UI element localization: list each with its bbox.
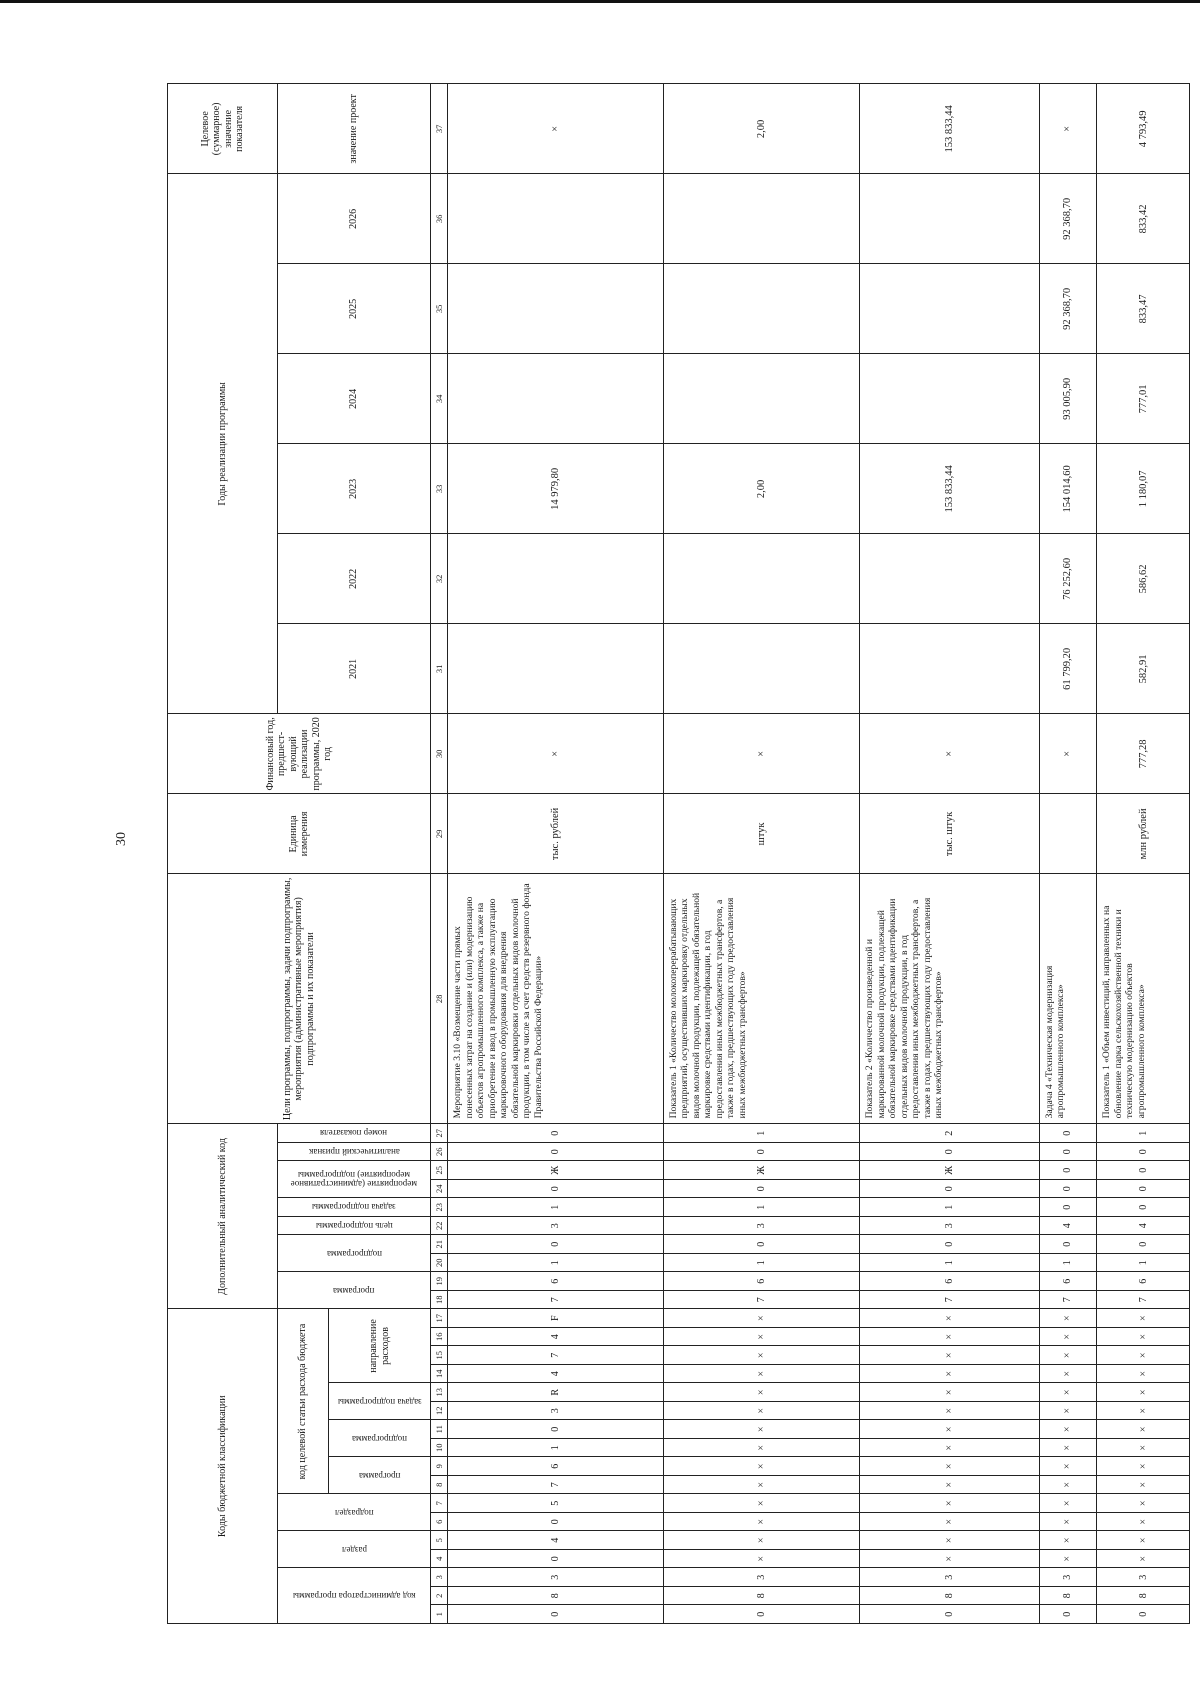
code-cell: 4 (1097, 1216, 1190, 1235)
code-cell: × (1097, 1402, 1190, 1421)
code-cell: 0 (448, 1142, 664, 1161)
row-year-value (663, 354, 860, 444)
table-row (860, 84, 1039, 1624)
column-number: 22 (431, 1216, 448, 1235)
row-year-value (860, 354, 1039, 444)
row-base-year: × (1039, 714, 1097, 794)
code-cell: 0 (860, 1179, 1039, 1198)
column-number: 13 (431, 1383, 448, 1402)
code-cell: × (1039, 1402, 1097, 1421)
code-cell: 6 (1097, 1272, 1190, 1291)
code-cell: × (663, 1383, 860, 1402)
code-cell: 3 (448, 1216, 664, 1235)
code-cell: × (663, 1513, 860, 1532)
column-number: 29 (431, 794, 448, 874)
code-cell: 0 (448, 1235, 664, 1254)
code-cell: 3 (448, 1568, 664, 1587)
header-an-subprogram: подпрограмма (278, 1235, 431, 1272)
row-year-value: 154 014,60 (1039, 444, 1097, 534)
code-cell: 3 (1039, 1568, 1097, 1587)
code-cell: 0 (663, 1605, 860, 1624)
row-year-value: 14 979,80 (448, 444, 664, 534)
row-base-year: 777,28 (1097, 714, 1190, 794)
row-year-value (860, 624, 1039, 714)
code-cell: 0 (448, 1605, 664, 1624)
column-number: 37 (431, 84, 448, 174)
code-cell: × (1097, 1420, 1190, 1439)
code-cell: × (860, 1457, 1039, 1476)
code-cell: 8 (1039, 1587, 1097, 1606)
code-cell: × (860, 1550, 1039, 1569)
row-year-value (663, 264, 860, 354)
code-cell: 1 (448, 1439, 664, 1458)
row-description: Задача 4 «Техническая модернизация агропромышленного комплекса» (1039, 874, 1097, 1124)
code-cell: × (663, 1420, 860, 1439)
row-base-year: × (448, 714, 664, 794)
code-cell: × (1097, 1476, 1190, 1495)
row-year-value (663, 534, 860, 624)
row-year-value: 833,42 (1097, 174, 1190, 264)
code-cell: × (663, 1439, 860, 1458)
column-number: 36 (431, 174, 448, 264)
header-subprogram: подпрограмма (329, 1420, 431, 1457)
code-cell: 0 (1039, 1235, 1097, 1254)
code-cell: 3 (860, 1216, 1039, 1235)
code-cell: 0 (1039, 1124, 1097, 1143)
table-row (1039, 84, 1097, 1624)
code-cell: × (663, 1531, 860, 1550)
row-year-value (448, 354, 664, 444)
header-target-code: код целевой статьи расхода бюджета (278, 1309, 329, 1494)
code-cell: × (860, 1494, 1039, 1513)
header-years-title: Годы реализации программы (168, 174, 278, 714)
code-cell: 3 (1097, 1568, 1190, 1587)
code-cell: 0 (1039, 1179, 1097, 1198)
code-cell: × (663, 1365, 860, 1384)
header-year-2021: 2021 (278, 624, 431, 714)
code-cell: 7 (448, 1346, 664, 1365)
code-cell: × (860, 1346, 1039, 1365)
code-cell: × (1039, 1439, 1097, 1458)
column-number: 26 (431, 1142, 448, 1161)
code-cell: 0 (1039, 1198, 1097, 1217)
row-year-value (448, 264, 664, 354)
column-number: 9 (431, 1457, 448, 1476)
header-an-event: мероприятие (административное мероприятие) подпрограммы (278, 1161, 431, 1198)
code-cell: × (1039, 1513, 1097, 1532)
code-cell: 0 (1097, 1198, 1190, 1217)
code-cell: × (1097, 1513, 1190, 1532)
code-cell: 0 (1039, 1605, 1097, 1624)
code-cell: 3 (448, 1402, 664, 1421)
row-unit (1039, 794, 1097, 874)
header-section: раздел (278, 1531, 431, 1568)
row-year-value: 1 180,07 (1097, 444, 1190, 534)
code-cell: F (448, 1309, 664, 1328)
column-number: 25 (431, 1161, 448, 1180)
code-cell: × (1097, 1439, 1190, 1458)
row-unit: тыс. рублей (448, 794, 664, 874)
code-cell: 7 (448, 1476, 664, 1495)
row-year-value: 586,62 (1097, 534, 1190, 624)
code-cell: Ж (663, 1161, 860, 1180)
code-cell: 7 (860, 1290, 1039, 1309)
code-cell: 3 (663, 1568, 860, 1587)
code-cell: 1 (663, 1198, 860, 1217)
column-number: 28 (431, 874, 448, 1124)
row-year-value (860, 264, 1039, 354)
code-cell: × (860, 1420, 1039, 1439)
code-cell: × (1039, 1531, 1097, 1550)
code-cell: 1 (448, 1198, 664, 1217)
code-cell: 5 (448, 1494, 664, 1513)
row-year-value (448, 624, 664, 714)
header-subsection: подраздел (278, 1494, 431, 1531)
code-cell: × (860, 1476, 1039, 1495)
code-cell: × (663, 1476, 860, 1495)
row-year-value: 582,91 (1097, 624, 1190, 714)
code-cell: 4 (1039, 1216, 1097, 1235)
code-cell: 1 (860, 1253, 1039, 1272)
code-cell: 0 (448, 1124, 664, 1143)
code-cell: 6 (1039, 1272, 1097, 1291)
row-base-year: × (663, 714, 860, 794)
header-target-sub: значение проект (278, 84, 431, 174)
code-cell: 3 (860, 1568, 1039, 1587)
header-year-2026: 2026 (278, 174, 431, 264)
header-admin-code: код администратора программы (278, 1568, 431, 1624)
header-year-2023: 2023 (278, 444, 431, 534)
code-cell: 7 (1097, 1290, 1190, 1309)
top-border-line (0, 0, 1200, 3)
column-number: 23 (431, 1198, 448, 1217)
code-cell: × (860, 1439, 1039, 1458)
row-target: 153 833,44 (860, 84, 1039, 174)
code-cell: × (860, 1365, 1039, 1384)
row-year-value (448, 534, 664, 624)
header-an-goal: цель подпрограммы (278, 1216, 431, 1235)
code-cell: × (663, 1494, 860, 1513)
header-budget-codes: Коды бюджетной классификации (168, 1309, 278, 1624)
code-cell: 8 (448, 1587, 664, 1606)
column-number: 5 (431, 1531, 448, 1550)
code-cell: 1 (663, 1253, 860, 1272)
budget-table-sheet (167, 94, 1172, 1624)
code-cell: 1 (860, 1198, 1039, 1217)
header-unit: Единица измерения (168, 794, 431, 874)
row-year-value: 61 799,20 (1039, 624, 1097, 714)
code-cell: 8 (663, 1587, 860, 1606)
code-cell: 4 (448, 1365, 664, 1384)
code-cell: 0 (663, 1179, 860, 1198)
code-cell: 4 (448, 1531, 664, 1550)
row-description: Показатель 2 «Количество произведенной и маркированной молочной продукции, подлежащей обязательной маркировке средствами идентификации отдельных видов молочной продукции, в год предоставления иных межбюджетных трансфертов, а также в годах, предшествующих году предоставления иных межбюджетных трансфертов» (860, 874, 1039, 1124)
column-number: 4 (431, 1550, 448, 1569)
column-number: 14 (431, 1365, 448, 1384)
code-cell: × (1097, 1457, 1190, 1476)
column-number-row (431, 84, 448, 1624)
row-year-value: 777,01 (1097, 354, 1190, 444)
code-cell: 0 (1097, 1235, 1190, 1254)
code-cell: 6 (448, 1272, 664, 1291)
code-cell: × (1039, 1476, 1097, 1495)
code-cell: × (663, 1402, 860, 1421)
code-cell: × (663, 1346, 860, 1365)
code-cell: × (1097, 1383, 1190, 1402)
code-cell: × (1097, 1365, 1190, 1384)
table-row (1097, 84, 1190, 1624)
table-row (663, 84, 860, 1624)
code-cell: × (663, 1457, 860, 1476)
code-cell: × (860, 1309, 1039, 1328)
row-year-value (860, 174, 1039, 264)
code-cell: Ж (860, 1161, 1039, 1180)
header-goals: Цели программы, подпрограммы, задачи подпрограммы, мероприятия (административные мероприятия) подпрограммы и их показатели (168, 874, 431, 1124)
code-cell: 0 (448, 1550, 664, 1569)
header-an-program: программа (278, 1272, 431, 1309)
code-cell: 6 (663, 1272, 860, 1291)
row-year-value: 153 833,44 (860, 444, 1039, 534)
column-number: 3 (431, 1568, 448, 1587)
header-an-sign: аналитический признак (278, 1142, 431, 1161)
code-cell: 1 (448, 1253, 664, 1272)
code-cell: × (1097, 1494, 1190, 1513)
row-description: Мероприятие 3.10 «Возмещение части прямых понесенных затрат на создание и (или) модернизацию объектов агропромышленного комплекса, а также на приобретение и ввод в промышленную эксплуатацию маркировочного оборудования для внедрения обязательной маркировки отдельных видов молочной продукции, в том числе за счет средств резервного фонда Правительства Российской Федерации» (448, 874, 664, 1124)
code-cell: × (1039, 1494, 1097, 1513)
header-target: Целевое (суммарное) значение показателя (168, 84, 278, 174)
code-cell: × (1039, 1309, 1097, 1328)
row-year-value: 92 368,70 (1039, 174, 1097, 264)
code-cell: 0 (448, 1420, 664, 1439)
column-number: 18 (431, 1290, 448, 1309)
row-description: Показатель 1 «Объем инвестиций, направленных на обновление парка сельскохозяйственной техники и техническую модернизацию объектов агропромышленного комплекса» (1097, 874, 1190, 1124)
code-cell: × (1039, 1457, 1097, 1476)
row-target: 4 793,49 (1097, 84, 1190, 174)
code-cell: 0 (448, 1179, 664, 1198)
code-cell: Ж (448, 1161, 664, 1180)
column-number: 21 (431, 1235, 448, 1254)
row-target: 2,00 (663, 84, 860, 174)
column-number: 11 (431, 1420, 448, 1439)
code-cell: × (1039, 1328, 1097, 1347)
header-program: программа (329, 1457, 431, 1494)
code-cell: 6 (860, 1272, 1039, 1291)
code-cell: × (1097, 1531, 1190, 1550)
row-target: × (1039, 84, 1097, 174)
code-cell: × (1097, 1550, 1190, 1569)
code-cell: 0 (1097, 1161, 1190, 1180)
column-number: 10 (431, 1439, 448, 1458)
code-cell: 7 (1039, 1290, 1097, 1309)
header-year-2022: 2022 (278, 534, 431, 624)
row-base-year: × (860, 714, 1039, 794)
code-cell: 7 (663, 1290, 860, 1309)
row-unit: млн рублей (1097, 794, 1190, 874)
code-cell: 0 (860, 1235, 1039, 1254)
code-cell: × (1039, 1550, 1097, 1569)
code-cell: 0 (1039, 1161, 1097, 1180)
column-number: 35 (431, 264, 448, 354)
row-description: Показатель 1 «Количество молокоперерабатывающих предприятий, осуществивших маркировку отдельных видов молочной продукции, подлежащей обязательной маркировке средствами идентификации, в год предоставления иных межбюджетных трансфертов, а также в годах, предшествующих году предоставления иных межбюджетных трансфертов» (663, 874, 860, 1124)
header-fin-year: Финансовый год, предшест-вующий реализации программы, 2020 год (168, 714, 431, 794)
row-year-value (860, 534, 1039, 624)
column-number: 19 (431, 1272, 448, 1291)
code-cell: 0 (1097, 1605, 1190, 1624)
code-cell: × (1039, 1383, 1097, 1402)
page-number: 30 (114, 832, 129, 846)
code-cell: 8 (860, 1587, 1039, 1606)
code-cell: 0 (1097, 1179, 1190, 1198)
code-cell: × (860, 1402, 1039, 1421)
header-year-2025: 2025 (278, 264, 431, 354)
code-cell: × (860, 1383, 1039, 1402)
code-cell: 3 (663, 1216, 860, 1235)
code-cell: × (860, 1328, 1039, 1347)
header-direction: направление расходов (329, 1309, 431, 1383)
column-number: 7 (431, 1494, 448, 1513)
code-cell: 7 (448, 1290, 664, 1309)
code-cell: 0 (1097, 1142, 1190, 1161)
code-cell: × (1039, 1346, 1097, 1365)
code-cell: 0 (1039, 1142, 1097, 1161)
code-cell: 1 (1039, 1253, 1097, 1272)
code-cell: 8 (1097, 1587, 1190, 1606)
header-an-indicator: номер показателя (278, 1124, 431, 1143)
code-cell: 6 (448, 1457, 664, 1476)
code-cell: 2 (860, 1124, 1039, 1143)
column-number: 15 (431, 1346, 448, 1365)
table-row (448, 84, 664, 1624)
code-cell: × (663, 1550, 860, 1569)
row-year-value (448, 174, 664, 264)
code-cell: × (1039, 1365, 1097, 1384)
header-analytic-code: Дополнительный аналитический код (168, 1124, 278, 1309)
row-year-value: 92 368,70 (1039, 264, 1097, 354)
column-number: 12 (431, 1402, 448, 1421)
column-number: 20 (431, 1253, 448, 1272)
row-unit: штук (663, 794, 860, 874)
column-number: 24 (431, 1179, 448, 1198)
code-cell: 1 (1097, 1124, 1190, 1143)
code-cell: 1 (663, 1124, 860, 1143)
row-unit: тыс. штук (860, 794, 1039, 874)
column-number: 17 (431, 1309, 448, 1328)
header-subprogram-task: задача подпрограммы (329, 1383, 431, 1420)
column-number: 16 (431, 1328, 448, 1347)
code-cell: × (1039, 1420, 1097, 1439)
code-cell: × (663, 1328, 860, 1347)
column-number: 27 (431, 1124, 448, 1143)
row-year-value: 93 005,90 (1039, 354, 1097, 444)
column-number: 6 (431, 1513, 448, 1532)
code-cell: 1 (1097, 1253, 1190, 1272)
code-cell: 0 (663, 1142, 860, 1161)
code-cell: 0 (448, 1513, 664, 1532)
row-target: × (448, 84, 664, 174)
code-cell: × (860, 1513, 1039, 1532)
code-cell: × (1097, 1328, 1190, 1347)
row-year-value: 76 252,60 (1039, 534, 1097, 624)
column-number: 8 (431, 1476, 448, 1495)
code-cell: 0 (860, 1142, 1039, 1161)
row-year-value: 2,00 (663, 444, 860, 534)
column-number: 30 (431, 714, 448, 794)
row-year-value: 833,47 (1097, 264, 1190, 354)
header-year-2024: 2024 (278, 354, 431, 444)
column-number: 33 (431, 444, 448, 534)
code-cell: 4 (448, 1328, 664, 1347)
row-year-value (663, 624, 860, 714)
budget-table (167, 83, 1190, 1624)
column-number: 2 (431, 1587, 448, 1606)
code-cell: R (448, 1383, 664, 1402)
column-number: 1 (431, 1605, 448, 1624)
row-year-value (663, 174, 860, 264)
code-cell: × (860, 1531, 1039, 1550)
header-an-task: задача подпрограммы (278, 1198, 431, 1217)
code-cell: × (1097, 1346, 1190, 1365)
code-cell: 0 (860, 1605, 1039, 1624)
code-cell: × (663, 1309, 860, 1328)
code-cell: 0 (663, 1235, 860, 1254)
column-number: 34 (431, 354, 448, 444)
code-cell: × (1097, 1309, 1190, 1328)
column-number: 31 (431, 624, 448, 714)
column-number: 32 (431, 534, 448, 624)
